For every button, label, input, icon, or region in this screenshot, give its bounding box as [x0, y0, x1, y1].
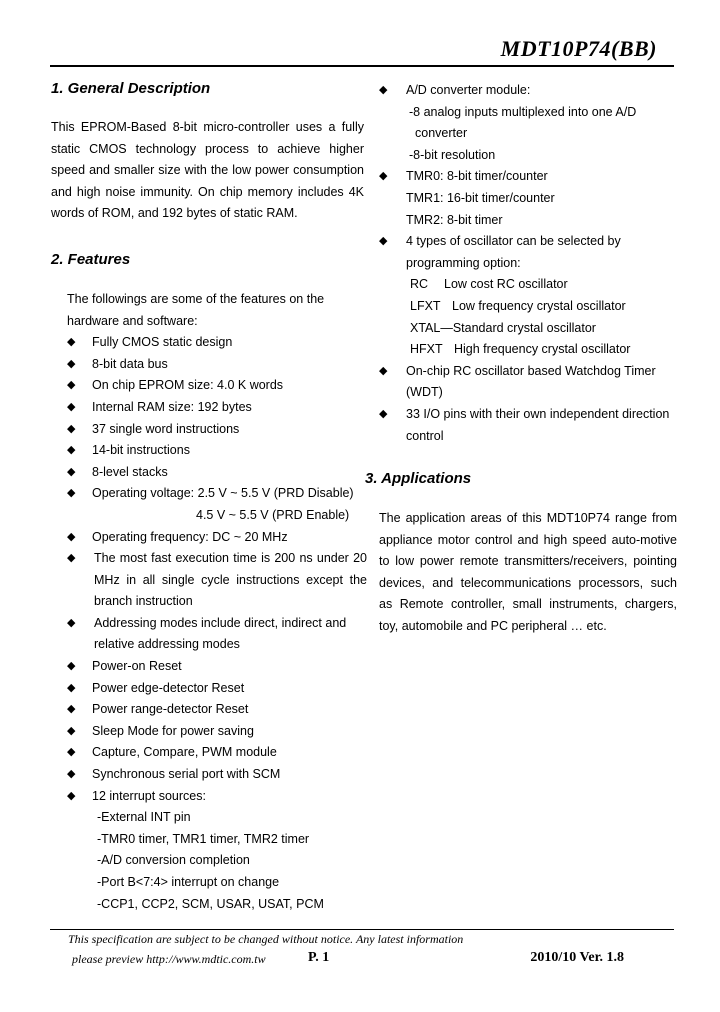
diamond-bullet-icon: ◆ — [67, 379, 76, 392]
list-item: ◆ 14-bit instructions — [67, 440, 367, 462]
list-item-adc: ◆ A/D converter module: -8 analog inputs multiplexed into one A/D converter -8-bit resolution — [379, 80, 677, 166]
left-column — [51, 80, 367, 915]
features-heading: 2. Features — [51, 250, 131, 268]
list-item: ◆ Power range-detector Reset — [67, 699, 367, 721]
diamond-bullet-icon: ◆ — [67, 616, 76, 629]
oscillator-option: XTAL—Standard crystal oscillator — [410, 320, 596, 335]
interrupt-source: -A/D conversion completion — [97, 853, 250, 868]
timer-tmr2: TMR2: 8-bit timer — [406, 212, 503, 227]
adc-line-2: converter — [415, 126, 468, 141]
general-description-body: This EPROM-Based 8-bit micro-controller uses a fully static CMOS technology process to achieve higher speed and smaller size with the low power consumption and high noise immunity. On chip memory includes 4K words of ROM, and 192 bytes of static RAM. — [51, 120, 364, 221]
diamond-bullet-icon: ◆ — [67, 724, 76, 737]
footer-url: please preview http://www.mdtic.com.tw — [72, 952, 266, 966]
diamond-bullet-icon: ◆ — [67, 746, 76, 759]
diamond-bullet-icon: ◆ — [67, 703, 76, 716]
adc-line-3: -8-bit resolution — [409, 147, 496, 162]
features-intro-line-1: The followings are some of the features on the — [67, 291, 325, 306]
list-item: ◆ Power-on Reset — [67, 656, 367, 678]
oscillator-option: HFXT High frequency crystal oscillator — [410, 342, 631, 357]
diamond-bullet-icon: ◆ — [379, 235, 388, 248]
applications-body: The application areas of this MDT10P74 range from appliance motor control and high speed auto-motive to low power remote transmitters/receivers, pointing devices, and telecommunications processors, such as Remote controller, small instruments, chargers, toy, automobile and PC peripheral … etc. — [379, 511, 677, 634]
features-list-continued — [379, 80, 677, 447]
right-column — [365, 80, 677, 638]
document-version: 2010/10 Ver. 1.8 — [530, 950, 624, 965]
features-intro-line-2: hardware and software: — [67, 313, 198, 328]
list-item: ◆ Addressing modes include direct, indirect and relative addressing modes — [67, 613, 367, 656]
list-item: ◆ 37 single word instructions — [67, 419, 367, 441]
list-item-io: ◆ 33 I/O pins with their own independent direction control — [379, 404, 677, 447]
list-item-operating-voltage: ◆ Operating voltage: 2.5 V ~ 5.5 V (PRD Disable) 4.5 V ~ 5.5 V (PRD Enable) — [67, 483, 367, 526]
diamond-bullet-icon: ◆ — [67, 487, 76, 500]
list-item: ◆ The most fast execution time is 200 ns under 20 MHz in all single cycle instructions except the branch instruction — [67, 548, 367, 613]
diamond-bullet-icon: ◆ — [379, 170, 388, 183]
diamond-bullet-icon: ◆ — [67, 422, 76, 435]
footer-rule — [50, 929, 674, 930]
list-item-timers: ◆ TMR0: 8-bit timer/counter TMR1: 16-bit timer/counter TMR2: 8-bit timer — [379, 166, 677, 231]
list-item: ◆ Sleep Mode for power saving — [67, 721, 367, 743]
oscillator-option: RC Low cost RC oscillator — [410, 277, 568, 292]
diamond-bullet-icon: ◆ — [67, 768, 76, 781]
oscillator-title-line-2: programming option: — [406, 255, 521, 270]
diamond-bullet-icon: ◆ — [379, 364, 388, 377]
features-list — [67, 332, 367, 915]
list-item: ◆ Power edge-detector Reset — [67, 678, 367, 700]
oscillator-option: LFXT Low frequency crystal oscillator — [410, 298, 626, 313]
header-rule — [50, 65, 674, 67]
diamond-bullet-icon: ◆ — [67, 530, 76, 543]
list-item: ◆ Capture, Compare, PWM module — [67, 742, 367, 764]
page-number: P. 1 — [308, 950, 330, 965]
diamond-bullet-icon: ◆ — [379, 84, 388, 96]
list-item: ◆ Operating frequency: DC ~ 20 MHz — [67, 527, 367, 549]
diamond-bullet-icon: ◆ — [379, 407, 388, 420]
footer-disclaimer: This specification are subject to be changed without notice. Any latest information — [68, 932, 464, 946]
interrupt-source: -TMR0 timer, TMR1 timer, TMR2 timer — [97, 831, 310, 846]
interrupt-source: -External INT pin — [97, 810, 191, 825]
list-item-interrupts: ◆ 12 interrupt sources: -External INT pin -TMR0 timer, TMR1 timer, TMR2 timer -A/D conversion completion -Port B<7:4> interrupt on change -CCP1, CCP2, SCM, USAR, USAT, PCM — [67, 786, 367, 916]
diamond-bullet-icon: ◆ — [67, 444, 76, 457]
diamond-bullet-icon: ◆ — [67, 681, 76, 694]
applications-heading: 3. Applications — [365, 470, 472, 488]
diamond-bullet-icon: ◆ — [67, 357, 76, 370]
list-item: ◆ Fully CMOS static design — [67, 332, 367, 354]
document-title: MDT10P74(BB) — [500, 36, 657, 61]
list-item-wdt: ◆ On-chip RC oscillator based Watchdog Timer (WDT) — [379, 361, 677, 404]
features-intro — [67, 289, 364, 332]
timer-tmr1: TMR1: 16-bit timer/counter — [406, 190, 555, 205]
list-item: ◆ On chip EPROM size: 4.0 K words — [67, 375, 367, 397]
interrupt-source: -Port B<7:4> interrupt on change — [97, 875, 280, 889]
adc-line-1: -8 analog inputs multiplexed into one A/D — [409, 104, 637, 119]
list-item-oscillator: ◆ 4 types of oscillator can be selected by programming option: RC Low cost RC oscillator LFXT Low frequency crystal oscillator XTAL—Standard crystal oscillator HFXT High frequency crystal oscillator — [379, 231, 677, 361]
interrupt-sources — [92, 807, 367, 915]
list-item: ◆ 8-bit data bus — [67, 354, 367, 376]
wdt-line-2: (WDT) — [406, 385, 443, 400]
interrupt-source: -CCP1, CCP2, SCM, USAR, USAT, PCM — [97, 896, 324, 911]
io-line-2: control — [406, 428, 444, 443]
list-item: ◆ 8-level stacks — [67, 462, 367, 484]
diamond-bullet-icon: ◆ — [67, 400, 76, 413]
diamond-bullet-icon: ◆ — [67, 336, 76, 349]
voltage-second-line: 4.5 V ~ 5.5 V (PRD Enable) — [196, 507, 350, 522]
list-item: ◆ Internal RAM size: 192 bytes — [67, 397, 367, 419]
diamond-bullet-icon: ◆ — [67, 789, 76, 802]
list-item: ◆ Synchronous serial port with SCM — [67, 764, 367, 786]
diamond-bullet-icon: ◆ — [67, 552, 76, 565]
diamond-bullet-icon: ◆ — [67, 465, 76, 478]
general-description-heading: 1. General Description — [51, 80, 211, 97]
diamond-bullet-icon: ◆ — [67, 660, 76, 673]
